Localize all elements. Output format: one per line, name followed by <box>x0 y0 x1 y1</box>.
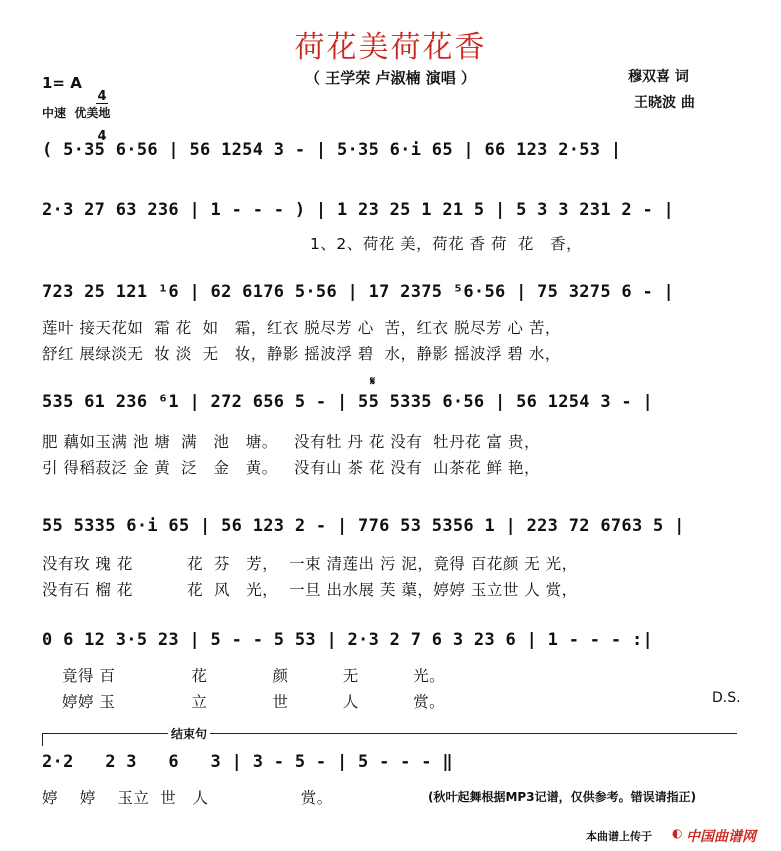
upload-note: 本曲谱上传于 <box>586 830 652 843</box>
lyric-line-2: 1、2、荷花 美，荷花 香 荷 花 香， <box>310 235 583 253</box>
lyricist-credit: 穆双喜 词 <box>628 69 689 85</box>
lyric-line-4b: 引 得稻菽泛 金 黄 泛 金 黄。 没有山 茶 花 没有 山茶花 鲜 艳， <box>42 459 540 477</box>
lyric-line-3a: 莲叶 接天花如 霜 花 如 霜，红衣 脱尽芳 心 苦，红衣 脱尽芳 心 苦， <box>42 319 561 337</box>
time-signature-bottom: 4 <box>97 129 107 144</box>
lyric-line-6b: 婷婷 玉 立 世 人 赏。 <box>62 693 446 711</box>
lyric-line-4a: 肥 藕如玉满 池 塘 满 池 塘。 没有牡 丹 花 没有 牡丹花 富 贵， <box>42 433 540 451</box>
site-logo-icon: ◐ <box>672 826 683 840</box>
score-line-5: 55 5335 6·i 65 | 56 123 2 - | 776 53 5356 1 | 223 72 6763 5 | <box>42 516 685 536</box>
performers: （ 王学荣 卢淑楠 演唱 ） <box>305 69 476 87</box>
score-line-1: ( 5·35 6·56 | 56 1254 3 - | 5·35 6·i 65 | 66 123 2·53 | <box>42 140 622 160</box>
lyric-line-5b: 没有石 榴 花 花 风 光， 一旦 出水展 芙 蕖，婷婷 玉立世 人 赏， <box>42 581 578 599</box>
score-line-6: 0 6 12 3·5 23 | 5 - - 5 53 | 2·3 2 7 6 3 23 6 | 1 - - - :| <box>42 630 654 650</box>
site-name: 中国曲谱网 <box>686 829 756 845</box>
ending-label: 结束句 <box>168 725 210 742</box>
transcription-note: (秋叶起舞根据MP3记谱，仅供参考。错误请指正) <box>428 790 697 804</box>
key-signature: 1= A <box>42 74 82 92</box>
score-line-4: 535 61 236 ⁶1 | 272 656 5 - | 55 5335 6·56 | 56 1254 3 - | <box>42 392 654 412</box>
segno-sign: 𝄋 <box>370 374 376 388</box>
ds-marking: D.S. <box>712 690 741 706</box>
composer-credit: 王晓波 曲 <box>634 95 695 111</box>
song-title: 荷花美荷花香 <box>294 30 487 65</box>
score-line-3: 723 25 121 ¹6 | 62 6176 5·56 | 17 2375 ⁵6·56 | 75 3275 6 - | <box>42 282 675 302</box>
lyric-line-6a: 竟得 百 花 颜 无 光。 <box>62 667 446 685</box>
ending-bracket <box>42 733 737 746</box>
tempo-marking: 中速 优美地 <box>42 106 111 120</box>
score-line-7: 2·2 2 3 6 3 | 3 - 5 - | 5 - - - ‖ <box>42 752 453 772</box>
lyric-line-3b: 舒红 展绿淡无 妆 淡 无 妆，静影 摇波浮 碧 水，静影 摇波浮 碧 水， <box>42 345 561 363</box>
score-line-2: 2·3 27 63 236 | 1 - - - ) | 1 23 25 1 21 5 | 5 3 3 231 2 - | <box>42 200 675 220</box>
lyric-line-5a: 没有玫 瑰 花 花 芬 芳， 一束 清莲出 污 泥，竟得 百花颜 无 光， <box>42 555 578 573</box>
lyric-line-7: 婷 婷 玉立 世 人 赏。 <box>42 789 333 807</box>
time-signature-top: 4 <box>97 89 107 104</box>
